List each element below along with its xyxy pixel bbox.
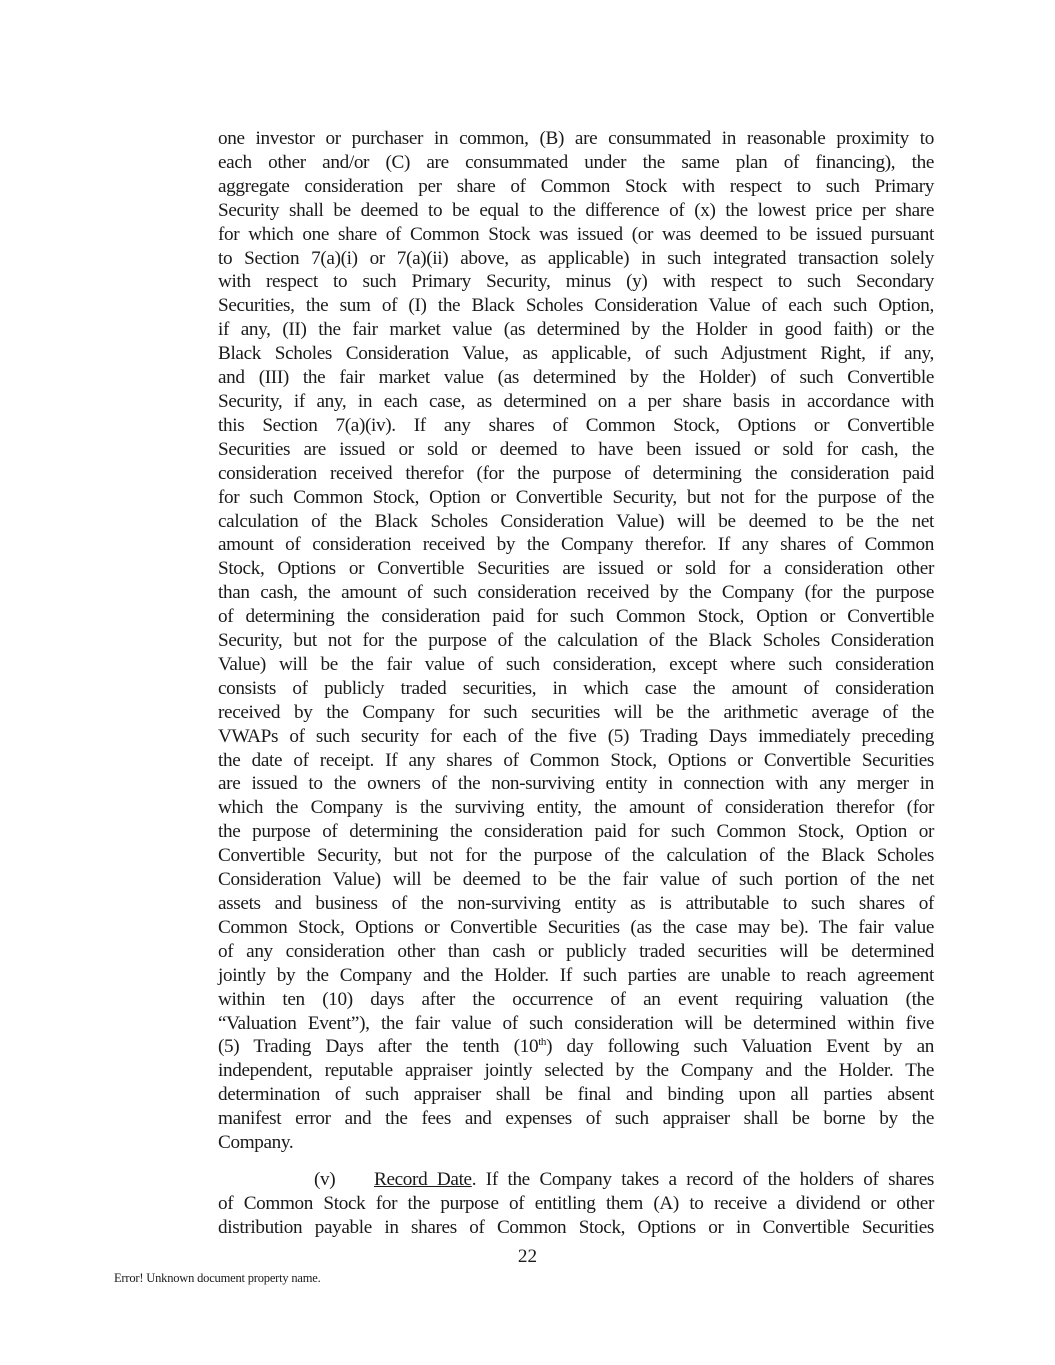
paragraph-line: than cash, the amount of such consideration received by the Company (for the purpose (218, 582, 934, 604)
paragraph-line: determination of such appraiser shall be final and binding upon all parties absent (218, 1084, 934, 1106)
paragraph-line: Black Scholes Consideration Value, as applicable, of such Adjustment Right, if any, (218, 343, 934, 365)
paragraph-line: aggregate consideration per share of Common Stock with respect to such Primary (218, 175, 934, 197)
paragraph-line: and (III) the fair market value (as determined by the Holder) of such Convertible (218, 367, 934, 389)
paragraph-line: of any consideration other than cash or publicly traded securities will be determined (218, 940, 934, 962)
paragraph-line-with-superscript (218, 1035, 934, 1059)
paragraph-line: independent, reputable appraiser jointly selected by the Company and the Holder. The (218, 1060, 934, 1082)
paragraph-line: Security shall be deemed to be equal to the difference of (x) the lowest price per share (218, 199, 934, 221)
paragraph-line: Value) will be the fair value of such consideration, except where such consideration (218, 653, 934, 675)
paragraph-line: if any, (II) the fair market value (as determined by the Holder in good faith) or the (218, 319, 934, 341)
paragraph-line: each other and/or (C) are consummated under the same plan of financing), the (218, 151, 934, 173)
paragraph-line: this Section 7(a)(iv). If any shares of Common Stock, Options or Convertible (218, 414, 934, 436)
paragraph-line: Stock, Options or Convertible Securities are issued or sold for a consideration other (218, 558, 934, 580)
paragraph-line: the purpose of determining the consideration paid for such Common Stock, Option or (218, 821, 934, 843)
paragraph-line: received by the Company for such securities will be the arithmetic average of the (218, 701, 934, 723)
line-text: ) day following such Valuation Event by an (546, 1036, 935, 1058)
paragraph-line: jointly by the Company and the Holder. If such parties are unable to reach agreement (218, 964, 934, 986)
paragraph-line: for which one share of Common Stock was issued (or was deemed to be issued pursuant (218, 223, 934, 245)
paragraph-line: Convertible Security, but not for the purpose of the calculation of the Black Scholes (218, 845, 934, 867)
paragraph-line: “Valuation Event”), the fair value of such consideration will be determined within five (218, 1012, 934, 1034)
paragraph-line: amount of consideration received by the Company therefor. If any shares of Common (218, 534, 934, 556)
paragraph-line (218, 1168, 934, 1192)
paragraph-line: consideration received therefor (for the purpose of determining the consideration paid (218, 462, 934, 484)
paragraph-line: the date of receipt. If any shares of Common Stock, Options or Convertible Securities (218, 749, 934, 771)
line-text: . If the Company takes a record of the holders of shares (471, 1169, 934, 1190)
paragraph-line: within ten (10) days after the occurrence of an event requiring valuation (the (218, 988, 934, 1010)
paragraph-line: Common Stock, Options or Convertible Securities (as the case may be). The fair value (218, 916, 934, 938)
paragraph-line: for such Common Stock, Option or Convertible Security, but not for the purpose of the (218, 486, 934, 508)
paragraph-line: Security, but not for the purpose of the calculation of the Black Scholes Consideration (218, 630, 934, 652)
paragraph-line: with respect to such Primary Security, minus (y) with respect to such Secondary (218, 271, 934, 293)
paragraph-line: of determining the consideration paid for such Common Stock, Option or Convertible (218, 606, 934, 628)
line-text: (5) Trading Days after the tenth (10 (218, 1036, 539, 1058)
paragraph-line: VWAPs of such security for each of the five (5) Trading Days immediately preceding (218, 725, 934, 747)
paragraph-line: Consideration Value) will be deemed to be the fair value of such portion of the net (218, 869, 934, 891)
paragraph-line: manifest error and the fees and expenses of such appraiser shall be borne by the (218, 1108, 934, 1130)
paragraph-line: Company. (218, 1132, 294, 1154)
paragraph-line: Security, if any, in each case, as determined on a per share basis in accordance with (218, 390, 934, 412)
paragraph-line: which the Company is the surviving entity, the amount of consideration therefor (for (218, 797, 934, 819)
paragraph-line: calculation of the Black Scholes Consideration Value) will be deemed to be the net (218, 510, 934, 532)
record-date-paragraph (218, 1168, 934, 1240)
paragraph-line: distribution payable in shares of Common Stock, Options or in Convertible Securities (218, 1216, 934, 1238)
paragraph-line: assets and business of the non-surviving entity as is attributable to such shares of (218, 893, 934, 914)
paragraph-line: to Section 7(a)(i) or 7(a)(ii) above, as applicable) in such integrated transaction solely (218, 247, 934, 269)
main-paragraph (218, 127, 934, 1155)
page-number: 22 (517, 1246, 538, 1267)
paragraph-line: one investor or purchaser in common, (B) are consummated in reasonable proximity to (218, 128, 934, 149)
paragraph-line: Securities are issued or sold or deemed to have been issued or sold for cash, the (218, 438, 934, 460)
paragraph-line: Securities, the sum of (I) the Black Scholes Consideration Value of each such Option, (218, 295, 934, 317)
paragraph-line: of Common Stock for the purpose of entitling them (A) to receive a dividend or other (218, 1192, 934, 1214)
section-number: (v) (314, 1169, 336, 1190)
ordinal-superscript: th (538, 1036, 547, 1049)
footer-note: Error! Unknown document property name. (114, 1271, 321, 1285)
paragraph-line: consists of publicly traded securities, in which case the amount of consideration (218, 677, 934, 699)
paragraph-line: are issued to the owners of the non-surviving entity in connection with any merger in (218, 773, 934, 795)
section-heading: Record Date (374, 1169, 472, 1190)
